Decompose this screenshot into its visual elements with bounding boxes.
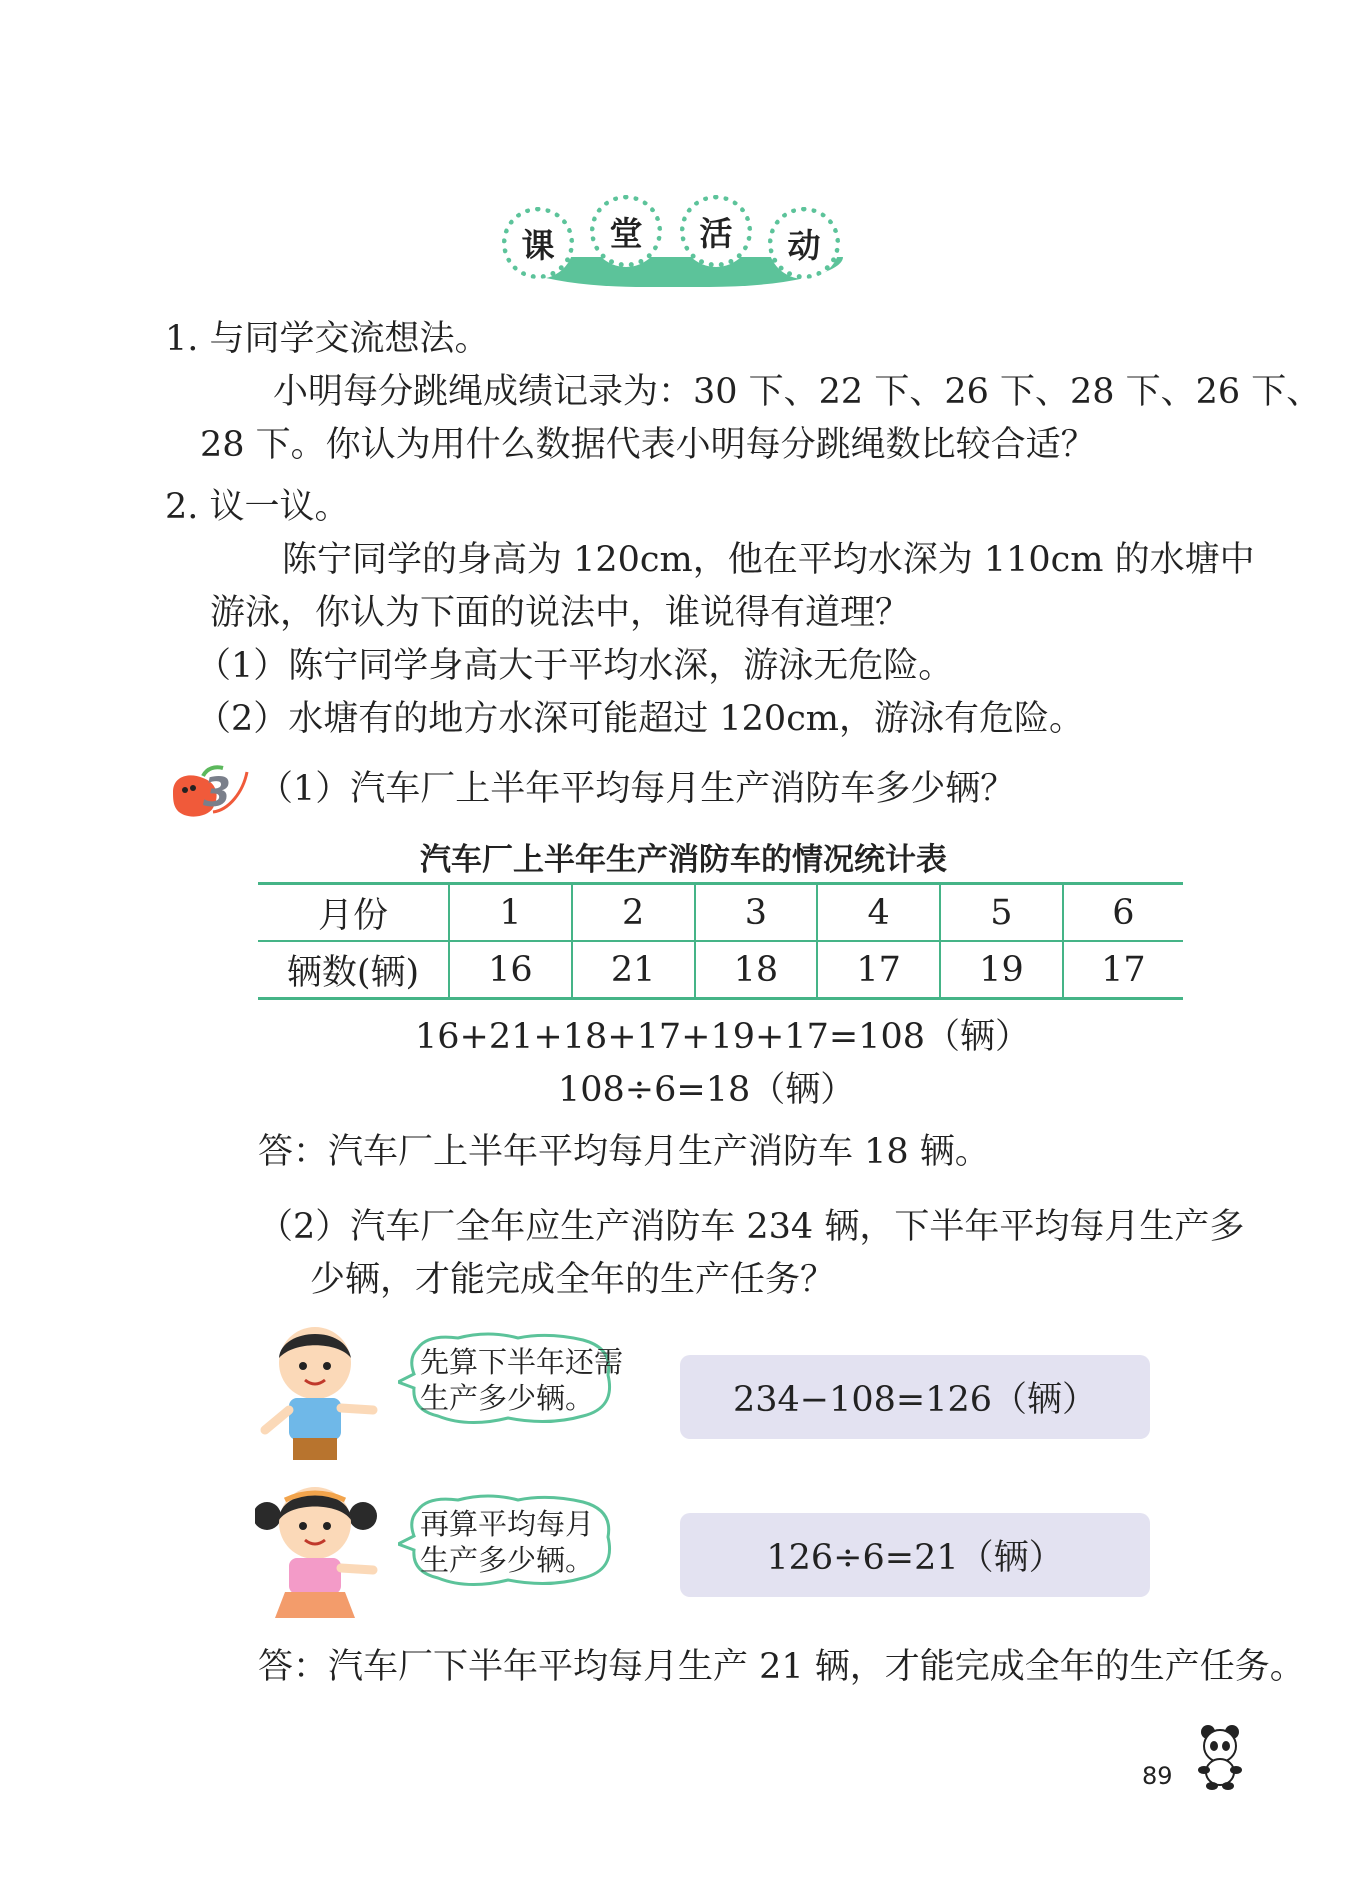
girl-bubble-line1: 再算平均每月: [420, 1507, 595, 1541]
q1-line1: 小明每分跳绳成绩记录为：30 下、22 下、26 下、28 下、26 下、: [273, 372, 1322, 412]
q3-part1: （1）汽车厂上半年平均每月生产消防车多少辆？: [258, 769, 1016, 809]
table-cell-count: 18: [695, 941, 818, 999]
q1-title: 1. 与同学交流想法。: [165, 319, 490, 359]
formula-box-1: 234−108=126（辆）: [680, 1355, 1150, 1439]
q2-line2: 游泳，你认为下面的说法中，谁说得有道理？: [210, 593, 911, 633]
table-cell-month: 6: [1063, 884, 1183, 942]
boy-bubble-line2: 生产多少辆。: [420, 1381, 595, 1415]
table-cell-count: 19: [940, 941, 1063, 999]
q2-option-1: （1）陈宁同学身高大于平均水深，游泳无危险。: [196, 646, 954, 686]
q1-line2: 28 下。你认为用什么数据代表小明每分跳绳数比较合适？: [200, 425, 1096, 465]
table-header-month: 月份: [258, 884, 449, 942]
section-header: [490, 195, 860, 295]
calc-sum: 16+21+18+17+19+17=108（辆）: [415, 1017, 1030, 1057]
table-cell-count: 16: [449, 941, 572, 999]
girl-speech-bubble: [398, 1492, 618, 1587]
table-cell-count: 21: [572, 941, 695, 999]
table-row-months: [258, 884, 1183, 942]
header-char-4: 动: [768, 207, 840, 279]
q2-title: 2. 议一议。: [165, 487, 350, 527]
q3-part2-line1: （2）汽车厂全年应生产消防车 234 辆，下半年平均每月生产多: [258, 1207, 1245, 1247]
table-header-count: 辆数(辆): [258, 941, 449, 999]
boy-bubble-line1: 先算下半年还需: [420, 1345, 624, 1379]
girl-bubble-line2: 生产多少辆。: [420, 1543, 595, 1577]
table-cell-month: 1: [449, 884, 572, 942]
question-3-badge: [163, 762, 253, 824]
calc-average: 108÷6=18（辆）: [558, 1070, 856, 1110]
table-row-counts: [258, 941, 1183, 999]
header-char-2: 堂: [590, 195, 662, 267]
boy-illustration: [255, 1318, 390, 1468]
boy-speech-bubble: [398, 1330, 624, 1425]
panda-icon: [1190, 1722, 1250, 1792]
answer-1: 答：汽车厂上半年平均每月生产消防车 18 辆。: [258, 1132, 990, 1172]
girl-illustration: [255, 1478, 390, 1628]
header-char-1: 课: [502, 207, 574, 279]
q2-option-2: （2）水塘有的地方水深可能超过 120cm，游泳有危险。: [196, 699, 1084, 739]
q2-line1: 陈宁同学的身高为 120cm，他在平均水深为 110cm 的水塘中: [282, 540, 1255, 580]
statistics-table: [258, 882, 1183, 1000]
table-cell-month: 5: [940, 884, 1063, 942]
header-char-3: 活: [680, 195, 752, 267]
table-cell-count: 17: [1063, 941, 1183, 999]
table-cell-month: 2: [572, 884, 695, 942]
table-title: 汽车厂上半年生产消防车的情况统计表: [420, 842, 947, 878]
table-cell-month: 4: [817, 884, 940, 942]
table-cell-month: 3: [695, 884, 818, 942]
q3-part2-line2: 少辆，才能完成全年的生产任务？: [310, 1260, 836, 1300]
question-3-number: 3: [203, 770, 231, 816]
table-cell-count: 17: [817, 941, 940, 999]
answer-2: 答：汽车厂下半年平均每月生产 21 辆，才能完成全年的生产任务。: [258, 1647, 1305, 1687]
page-number: 89: [1142, 1762, 1173, 1790]
formula-box-2: 126÷6=21（辆）: [680, 1513, 1150, 1597]
